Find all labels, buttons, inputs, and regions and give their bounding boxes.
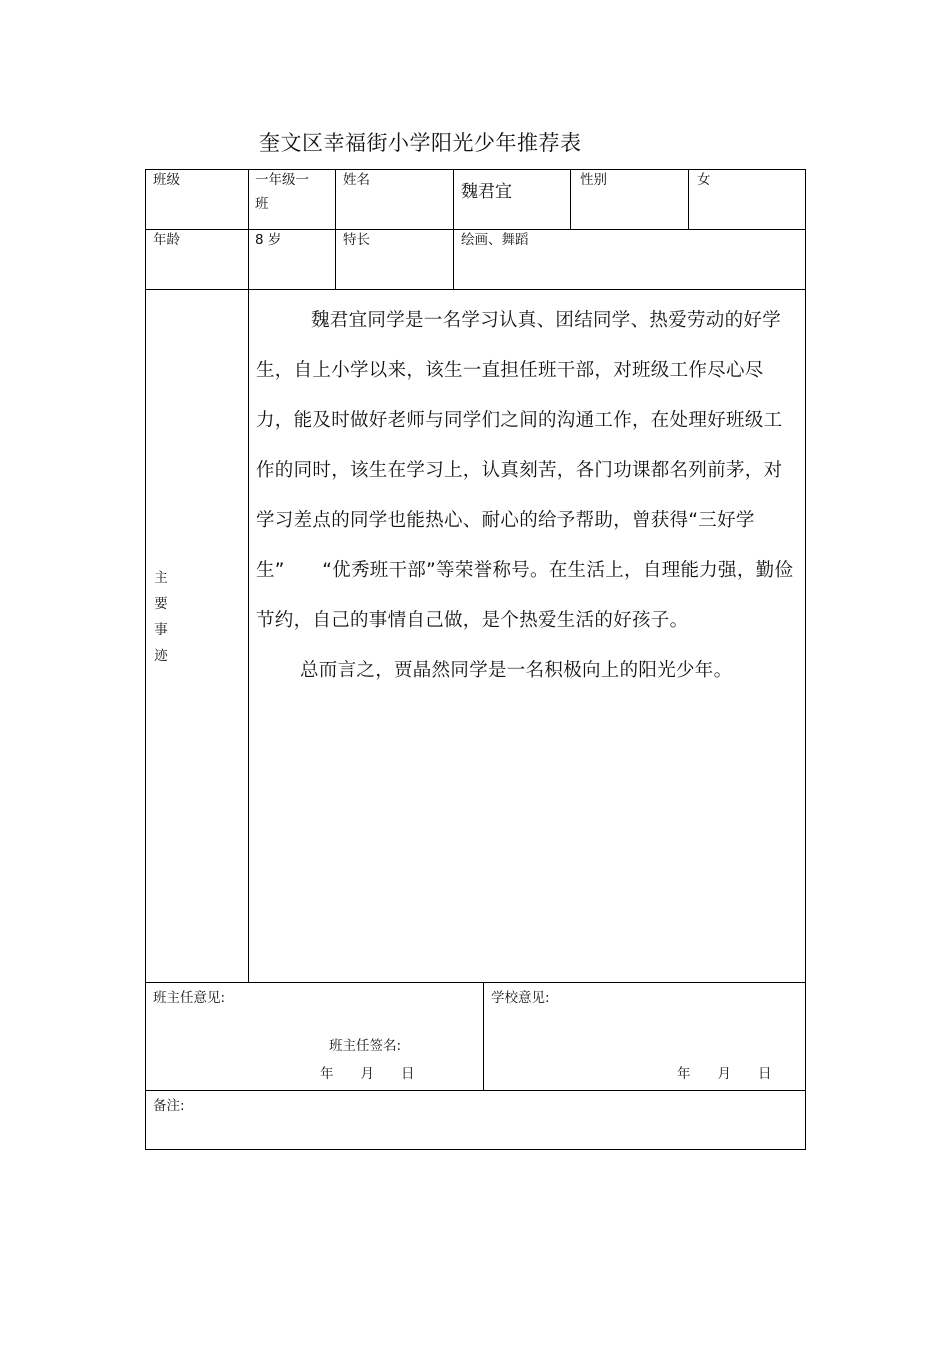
deeds-label-char: 事	[154, 622, 168, 638]
age-value: 8 岁	[255, 232, 282, 248]
deeds-text	[256, 296, 801, 696]
class-label: 班级	[153, 172, 180, 188]
page-title: 奎文区幸福街小学阳光少年推荐表	[259, 131, 582, 155]
deeds-paragraph-2: 总而言之，贾晶然同学是一名积极向上的阳光少年。	[300, 660, 733, 681]
teacher-signature-label: 班主任签名:	[329, 1038, 402, 1054]
gender-label: 性别	[580, 172, 607, 188]
name-value: 魏君宜	[461, 182, 512, 202]
deeds-label-char: 迹	[154, 648, 168, 664]
school-date: 年 月 日	[677, 1066, 772, 1082]
gender-value: 女	[697, 172, 711, 188]
deeds-label-char: 主	[154, 570, 168, 586]
specialty-value: 绘画、舞蹈	[461, 232, 529, 248]
class-value: 一年级一班	[255, 172, 309, 212]
remarks-label: 备注:	[153, 1098, 185, 1114]
deeds-paragraph-1: 魏君宜同学是一名学习认真、团结同学、热爱劳动的好学生，自上小学以来，该生一直担任班干部，对班级工作尽心尽力，能及时做好老师与同学们之间的沟通工作，在处理好班级工作的同时，该生在学习上，认真刻苦，各门功课都名列前茅，对学习差点的同学也能热心、耐心的给予帮助，曾获得“三好学生” “优秀班干部”等荣誉称号。在生活上，自理能力强，勤俭节约，自己的事情自己做，是个热爱生活的好孩子。	[256, 310, 794, 631]
deeds-label	[153, 565, 169, 669]
teacher-date: 年 月 日	[320, 1066, 415, 1082]
school-opinion-label: 学校意见:	[491, 990, 550, 1006]
teacher-opinion-label: 班主任意见:	[153, 990, 226, 1006]
specialty-label: 特长	[343, 232, 370, 248]
name-label: 姓名	[343, 172, 370, 188]
age-label: 年龄	[153, 232, 180, 248]
deeds-label-char: 要	[154, 596, 168, 612]
